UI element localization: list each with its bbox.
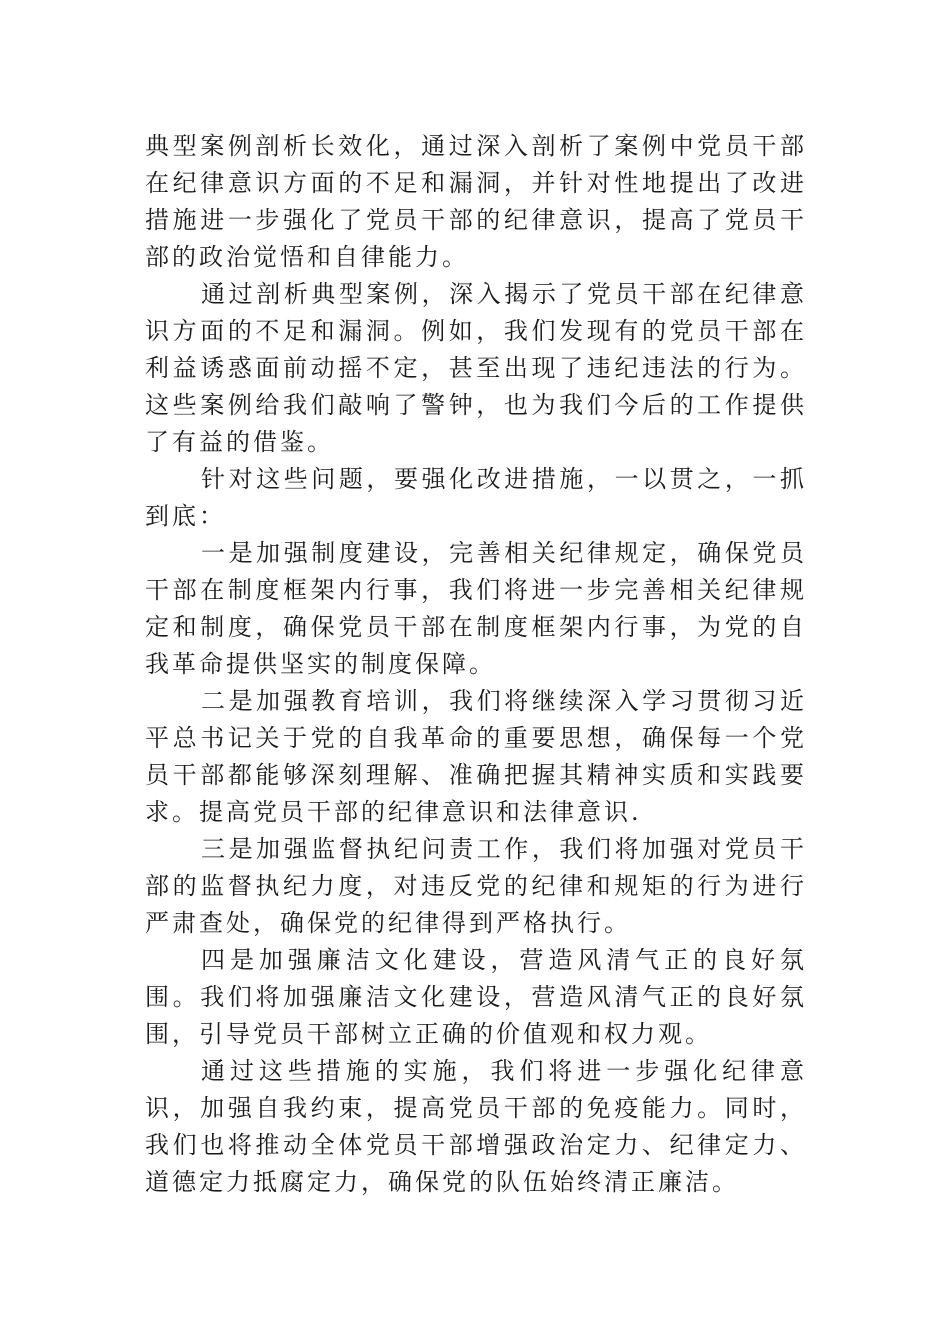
paragraph-measure-3: 三是加强监督执纪问责工作，我们将加强对党员干部的监督执纪力度，对违反党的纪律和规矩的行为进行严肃查处，确保党的纪律得到严格执行。 — [145, 835, 807, 937]
paragraph-measure-1: 一是加强制度建设，完善相关纪律规定，确保党员干部在制度框架内行事，我们将进一步完善相关纪律规定和制度，确保党员干部在制度框架内行事，为党的自我革命提供坚实的制度保障。 — [145, 539, 807, 678]
document-body — [145, 128, 807, 1201]
paragraph-case-analysis: 通过剖析典型案例，深入揭示了党员干部在纪律意识方面的不足和漏洞。例如，我们发现有的党员干部在利益诱惑面前动摇不定，甚至出现了违纪违法的行为。这些案例给我们敲响了警钟，也为我们今后的工作提供了有益的借鉴。 — [145, 280, 807, 456]
paragraph-conclusion: 通过这些措施的实施，我们将进一步强化纪律意识，加强自我约束，提高党员干部的免疫能力。同时，我们也将推动全体党员干部增强政治定力、纪律定力、道德定力抵腐定力，确保党的队伍始终清正廉洁。 — [145, 1057, 807, 1196]
paragraph-measure-2: 二是加强教育培训，我们将继续深入学习贯彻习近平总书记关于党的自我革命的重要思想，确保每一个党员干部都能够深刻理解、准确把握其精神实质和实践要求。提高党员干部的纪律意识和法律意识. — [145, 687, 807, 826]
paragraph-intro: 典型案例剖析长效化，通过深入剖析了案例中党员干部在纪律意识方面的不足和漏洞，并针对性地提出了改进措施进一步强化了党员干部的纪律意识，提高了党员干部的政治觉悟和自律能力。 — [145, 132, 807, 271]
paragraph-measures-lead: 针对这些问题，要强化改进措施，一以贯之，一抓到底： — [145, 465, 807, 530]
paragraph-measure-4: 四是加强廉洁文化建设，营造风清气正的良好氛围。我们将加强廉洁文化建设，营造风清气正的良好氛围，引导党员干部树立正确的价值观和权力观。 — [145, 946, 807, 1048]
